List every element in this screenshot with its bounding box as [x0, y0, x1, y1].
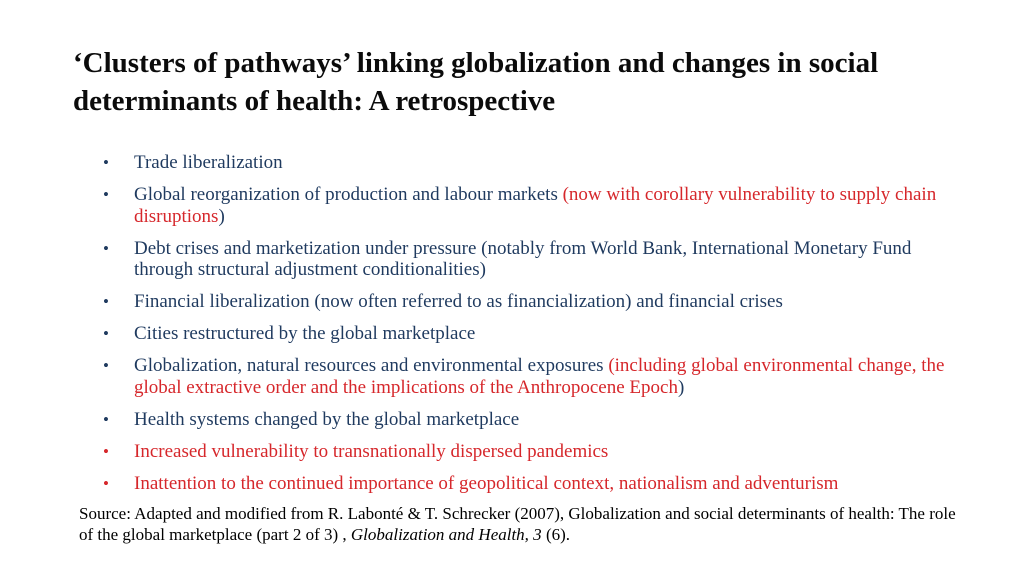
bullet-item	[103, 355, 969, 398]
bullet-text	[134, 184, 969, 227]
bullet-text-segment: (now with corollary vulnerability to supply chain disruptions	[134, 184, 937, 227]
bullet-text-segment: Financial liberalization (now often referred to as financialization) and financial crises	[134, 291, 783, 312]
bullet-list	[103, 152, 969, 505]
bullet-text-segment: Cities restructured by the global marketplace	[134, 323, 476, 344]
bullet-item	[103, 323, 969, 345]
bullet-text	[134, 355, 969, 398]
bullet-marker: •	[103, 238, 109, 258]
source-segment: Globalization and Health, 3	[350, 525, 542, 544]
bullet-item	[103, 152, 969, 174]
bullet-text-segment: Globalization, natural resources and environmental exposures	[134, 355, 609, 376]
bullet-marker: •	[103, 409, 109, 429]
bullet-text	[134, 238, 969, 281]
bullet-item	[103, 441, 969, 463]
bullet-text-segment: Global reorganization of production and labour markets	[134, 184, 563, 205]
bullet-text-segment: Health systems changed by the global marketplace	[134, 408, 520, 430]
slide-title: ‘Clusters of pathways’ linking globalization and changes in social determinants of health: A retrospective	[73, 47, 879, 118]
bullet-text-segment: Increased vulnerability to transnationally dispersed pandemics	[134, 440, 609, 462]
bullet-text	[134, 323, 969, 345]
bullet-text-segment: )	[218, 205, 225, 227]
bullet-text-segment: Debt crises and marketization under pressure (notably from World Bank, International Monetary Fund through structural adjustment conditionalities)	[134, 237, 912, 280]
bullet-item	[103, 291, 969, 313]
bullet-text	[134, 152, 969, 174]
bullet-text	[134, 441, 969, 463]
bullet-marker: •	[103, 441, 109, 461]
source-segment: Source: Adapted and modified from R. Labonté & T. Schrecker (2007), Globalization and social determinants of health: The role of the global marketplace (part 2 of 3) ,	[79, 504, 956, 544]
source-segment: (6).	[541, 525, 571, 544]
bullet-item	[103, 184, 969, 227]
bullet-marker: •	[103, 324, 109, 343]
bullet-marker: •	[103, 356, 109, 375]
bullet-text	[134, 473, 969, 495]
bullet-marker: •	[103, 153, 109, 172]
bullet-text	[134, 291, 969, 313]
bullet-text-segment: (including global environmental change, the global extractive order and the implications of the Anthropocene Epoch	[134, 355, 945, 398]
bullet-marker: •	[103, 473, 109, 493]
bullet-marker: •	[103, 292, 109, 311]
bullet-item	[103, 238, 969, 281]
bullet-text-segment: Trade liberalization	[134, 152, 283, 173]
bullet-text	[134, 409, 969, 431]
bullet-text-segment: )	[677, 376, 685, 398]
bullet-item	[103, 409, 969, 431]
bullet-marker: •	[103, 185, 109, 204]
source-citation	[79, 503, 965, 545]
bullet-item	[103, 473, 969, 495]
bullet-text-segment: Inattention to the continued importance of geopolitical context, nationalism and adventurism	[134, 472, 839, 494]
